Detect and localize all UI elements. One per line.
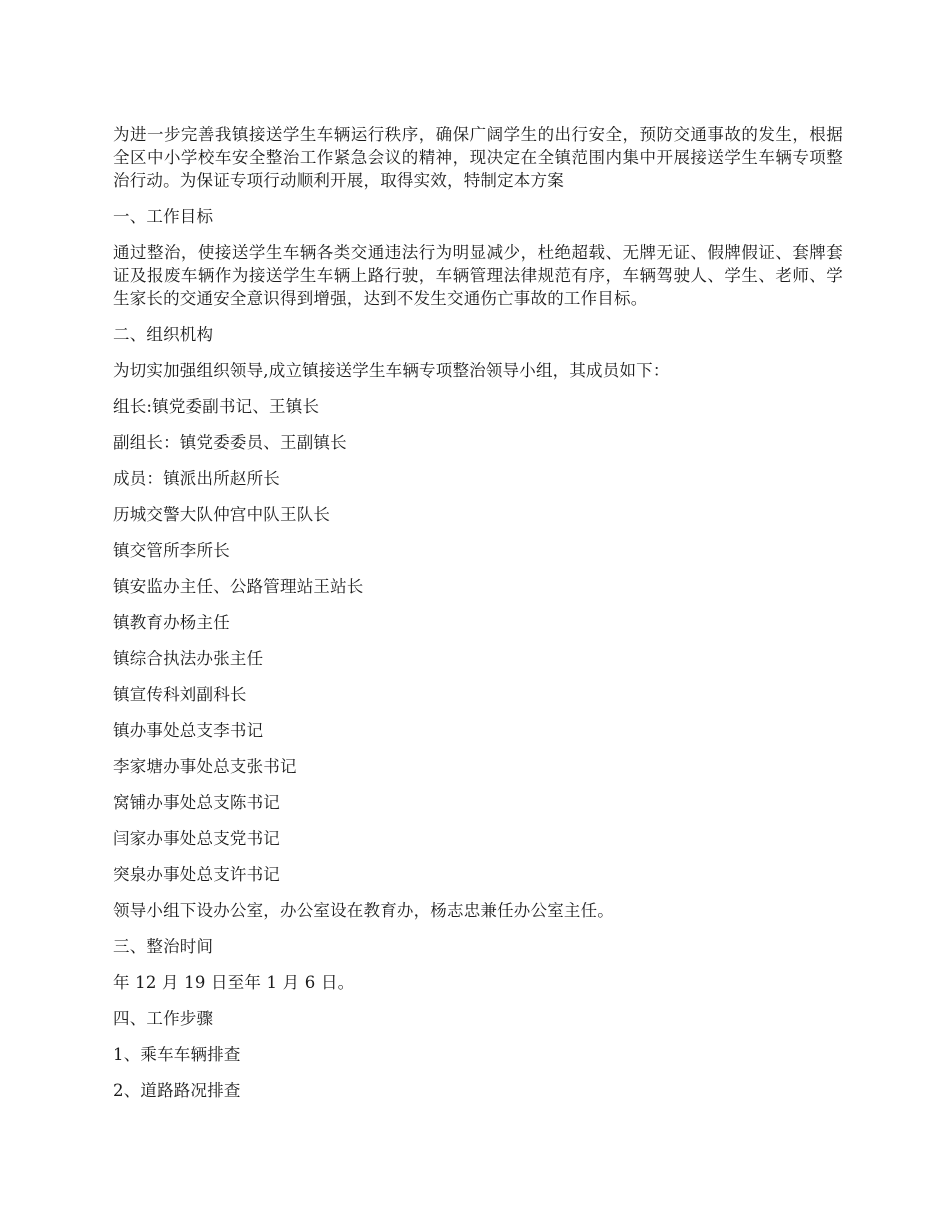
member-line: 窝铺办事处总支陈书记 [113,793,280,812]
office-line: 领导小组下设办公室，办公室设在教育办，杨志忠兼任办公室主任。 [113,901,614,920]
member-line: 闫家办事处总支党书记 [113,829,280,848]
section-heading-goals: 一、工作目标 [113,207,214,226]
member-line: 组长:镇党委副书记、王镇长 [113,397,320,416]
member-line: 镇宣传科刘副科长 [113,685,247,704]
member-line: 镇办事处总支李书记 [113,721,264,740]
intro-paragraph: 为进一步完善我镇接送学生车辆运行秩序，确保广阔学生的出行安全，预防交通事故的发生，根据全区中小学校车安全整治工作紧急会议的精神，现决定在全镇范围内集中开展接送学生车辆专项整治行动。为保证专项行动顺利开展，取得实效，特制定本方案 [113,125,843,190]
member-line: 历城交警大队仲宫中队王队长 [113,505,331,524]
section-heading-organization: 二、组织机构 [113,325,214,344]
member-line: 镇教育办杨主任 [113,613,230,632]
member-line: 镇综合执法办张主任 [113,649,264,668]
member-line: 副组长：镇党委委员、王副镇长 [113,433,347,452]
document-body [113,123,843,1115]
member-line: 突泉办事处总支许书记 [113,865,280,884]
goals-paragraph: 通过整治，使接送学生车辆各类交通违法行为明显减少，杜绝超载、无牌无证、假牌假证、套牌套证及报废车辆作为接送学生车辆上路行驶，车辆管理法律规范有序，车辆驾驶人、学生、老师、学生家长的交通安全意识得到增强，达到不发生交通伤亡事故的工作目标。 [113,243,843,308]
step-line: 2、道路路况排查 [113,1081,241,1100]
member-line: 成员：镇派出所赵所长 [113,469,280,488]
organization-intro: 为切实加强组织领导,成立镇接送学生车辆专项整治领导小组，其成员如下： [113,361,670,380]
member-line: 李家塘办事处总支张书记 [113,757,297,776]
time-line: 年 12 月 19 日至年 1 月 6 日。 [113,973,355,992]
member-line: 镇安监办主任、公路管理站王站长 [113,577,364,596]
step-line: 1、乘车车辆排查 [113,1045,241,1064]
section-heading-time: 三、整治时间 [113,937,214,956]
member-line: 镇交管所李所长 [113,541,230,560]
section-heading-steps: 四、工作步骤 [113,1009,214,1028]
